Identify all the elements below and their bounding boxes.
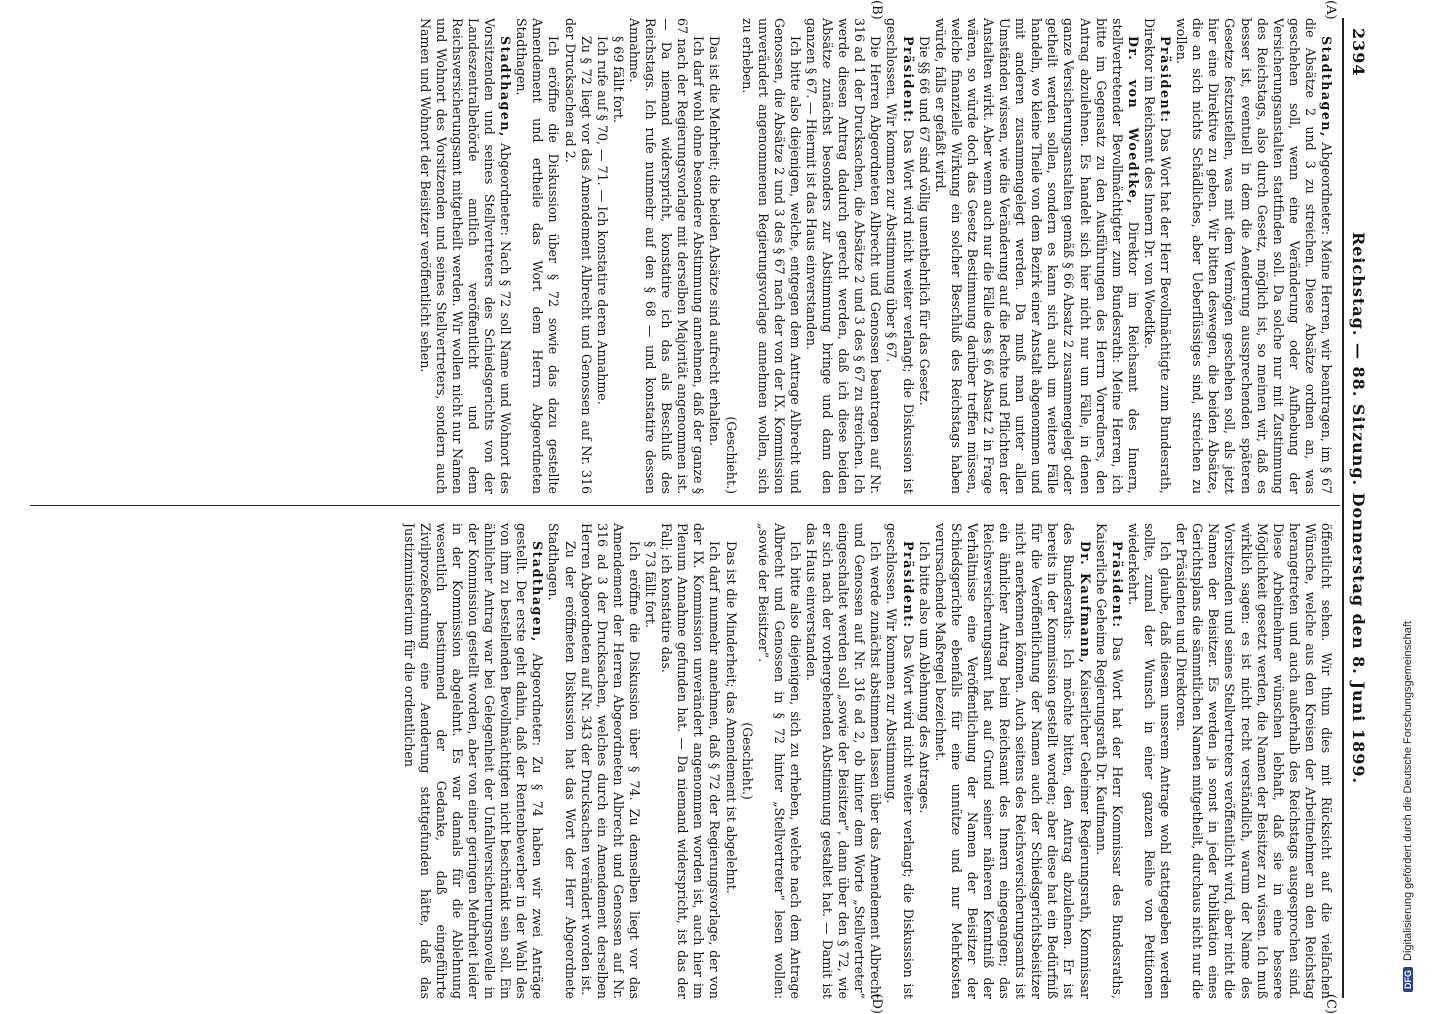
paragraph-text: (Geschieht.) xyxy=(723,416,739,494)
paragraph xyxy=(883,18,915,494)
paragraph-text: Abgeordneter: Zu § 74 haben wir zwei Anträge gestellt. Der erste geht dahin, daß der Rentenbewerber in der Wahl des von ihm zu bestellenden Bevollmächtigten nicht beschränkt sein soll. Ein ähnlicher Antrag war bei Gelegenheit der Unfallversicherungsnovelle in der Kommission gestellt worden, aber von einer geringen Mehrheit leider in der Kommission abgelehnt. Es war damals für die Ablehnung wesentlich bestimmend der Gedanke, daß eingeführte Zivilprozeßordnung eine Aenderung stattgefunden hätte, daß das Justizministerium für die ordentlichen xyxy=(401,523,546,999)
running-title: Reichstag. — 88. Sitzung. Donnerstag den 8. Juni 1899. xyxy=(1349,231,1368,785)
paragraph-text: Zu § 72 liegt vor das Amendement Albrecht und Genossen auf Nr. 316 der Drucksachen ad 2. xyxy=(562,18,594,494)
paragraph-text: (Geschieht.) xyxy=(739,722,755,800)
paragraph xyxy=(1173,18,1334,494)
paragraph xyxy=(739,523,755,999)
paragraph-text: Das ist die Minderheit; das Amendement ist abgelehnt. xyxy=(723,541,739,894)
paragraph-text: Ich bitte also diejenigen, sich zu erheben, welche nach dem Antrage Albrecht und Genossen in § 72 hinter „Stellvertreter“ lesen wollen: „sowie der Beisitzer“. xyxy=(755,523,803,999)
paragraph-text: Ich bitte also um Ablehnung des Antrages. xyxy=(916,541,932,814)
speaker-name: Präsident: xyxy=(900,36,916,124)
speaker-name: Präsident: xyxy=(1158,36,1174,124)
page-number: 2394 xyxy=(1349,28,1368,77)
paragraph-text: Direktor im Reichsamt des Innern, stellvertretender Bevollmächtigter zum Bundesrath: Meine Herren, ich bitte im Gegensatz zu den Ausführungen des Herrn Vorredners, den Antrag abzulehnen. Es handelt sich hier nicht nur um Fälle, in denen ganze Versicherungsanstalten gemäß § 66 Absatz 2 zusammengelegt oder getheilt werden sollen, sondern es kann sich auch um weitere Fälle handeln, wo kleine Theile von dem Bezirk einer Anstalt abgenommen und mit anderen zusammengelegt werden. Da muß man unter allen Umständen wissen, wie die Veränderung auf die Rechte und Pflichten der Anstalten wirkt. Aber wenn auch nur die Fälle des § 66 Absatz 2 in Frage wären, so würde doch das Gesetz Bestimmung darüber treffen müssen, welche finanzielle Wirkung ein solcher Beschluß des Reichstags haben würde, falls er gefaßt wird. xyxy=(932,18,1141,494)
speaker-name: Dr. Kaufmann, xyxy=(1077,541,1093,665)
paragraph-text: Ich darf wohl ohne besondere Abstimmung annehmen, daß der ganze § 67 nach der Regierungsvorlage mit derselben Majorität angenommen ist. — Da niemand widerspricht, konstatire ich das als Beschluß des Reichstags. Ich rufe nunmehr auf den § 68 — und konstatire dessen Annahme. xyxy=(626,18,707,494)
digitization-credit xyxy=(1402,12,1418,992)
paragraph-text: Das Wort wird nicht weiter verlangt; die Diskussion ist geschlossen. Wir kommen zur Abstimmung über § 67. xyxy=(884,18,916,494)
paragraph-text: öffentlicht sehen. Wir thun dies mit Rücksicht auf die vielfachen Wünsche, welche aus den Kreisen der Arbeitnehmer an den Reichstag herangetreten und auch außerhalb des Reichstags ausgesprochen sind. Diese Arbeitnehmer wünschen lebhaft, daß sie in eine bessere Möglichkeit gesetzt werden, die Namen der Beisitzer zu wissen. Ich muß wirklich sagen: es ist nicht recht verständlich, warum der Name des Vorsitzenden und seines Stellvertreters veröffentlicht wird, aber nicht die Namen der Beisitzer. Es werden ja sonst in jeder Publikation eines Gerichtsplans die sämmtlichen Namen mitgetheilt, durchaus nicht nur die der Präsidenten und Direktoren. xyxy=(1174,523,1334,999)
paragraph xyxy=(932,18,1141,494)
paragraph xyxy=(803,18,883,494)
speaker-name: Stadthagen, xyxy=(498,36,514,138)
paragraph-text: Die Herren Abgeordneten Albrecht und Genossen beantragen auf Nr. 316 ad 1 der Drucksachen, die Absätze 2 und 3 des § 67 zu streichen. Ich werde diesen Antrag dadurch gerecht werden, daß ich diese beiden Absätze zunächst besonders zur Abstimmung bringe und dann den ganzen § 67. — Hiermit ist das Haus einverstanden. xyxy=(804,18,884,494)
paragraph xyxy=(932,523,1093,999)
margin-letter-d: (D) xyxy=(869,993,884,1014)
paragraph-text: Abgeordneter: Meine Herren, wir beantragen, im § 67 die Absätze 2 und 3 zu streichen. Diese Absätze ordnen an, was geschehen soll, wenn eine Veränderung oder Aufhebung der Versicherungsanstalten stattfinden soll. Da solche nur mit Zustimmung des Reichstags, also durch Gesetz, möglich ist, so meinen wir, daß es besser ist, eventuell in dem die Aenderung aussprechenden späteren Gesetze festzustellen, was mit dem Vermögen geschehen soll, als jetzt hier eine Direktive zu geben. Wir bitten deswegen, die beiden Absätze, die an sich nichts Schädliches, aber Ueberflüssiges sind, streichen zu wollen. xyxy=(1174,18,1334,494)
paragraph xyxy=(722,523,738,999)
paragraph xyxy=(626,18,706,494)
paragraph xyxy=(883,523,915,999)
speaker-name: Präsident: xyxy=(1109,541,1125,629)
paragraph-text: § 73 fällt fort. xyxy=(643,541,659,628)
paragraph xyxy=(739,18,803,494)
paragraph-text: Kaiserlicher Geheimer Regierungsrath, Kommissar des Bundesraths: Ich möchte bitten, den Antrag abzulehnen. Er ist bereits in der Kommission gestellt worden; aber diese hat ein Bedürfniß für die Veröffentlichung der Namen auch der Schiedsgerichtsbeisitzer nicht anerkennen können. Auch seitens des Reichsversicherungsamts ist ein ähnlicher Antrag beim Reichsamt des Innern eingegangen; das Reichsversicherungsamt hat auf Grund seiner näheren Kenntniß der Verhältnisse eine Veröffentlichung der Namen der Beisitzer der Schiedsgerichte ebenfalls für eine unnütze und nur Mehrkosten verursachende Maßregel bezeichnet. xyxy=(932,523,1093,999)
paragraph xyxy=(513,18,561,494)
paragraph xyxy=(594,18,610,494)
paragraph-text: § 69 fällt fort. xyxy=(610,36,626,123)
header-rule xyxy=(1342,18,1344,998)
paragraph xyxy=(642,523,658,999)
speaker-name: Stadthagen, xyxy=(1319,36,1334,138)
speaker-name: Stadthagen, xyxy=(530,541,546,643)
paragraph xyxy=(706,18,722,494)
column-divider xyxy=(30,505,1340,506)
paragraph-text: Ich bitte also diejenigen, welche, entgegen dem Antrage Albrecht und Genossen, die Absätze 2 und 3 des § 67 nach der von der IX. Kommission unverändert angenommenen Regierungsvorlage annehmen wollen, sich zu erheben. xyxy=(739,18,803,494)
scanned-page xyxy=(4,0,1384,1014)
paragraph xyxy=(916,523,932,999)
paragraph xyxy=(545,523,577,999)
paragraph-text: Ich darf nunmehr annehmen, daß § 72 der Regierungsvorlage, der von der IX. Kommission unverändert angenommen worden ist, auch hier im Plenum Annahme gefunden hat. — Da niemand widerspricht, ist das der Fall; ich konstatire das. xyxy=(659,523,723,999)
paragraph xyxy=(610,18,626,494)
paragraph xyxy=(578,523,642,999)
dfg-logo-icon: DFG xyxy=(1403,967,1413,992)
paragraph xyxy=(755,523,803,999)
speaker-name: Präsident: xyxy=(900,541,916,629)
right-column xyxy=(44,523,1334,999)
paragraph-text: Ich rufe auf § 70, — 71. — Ich konstatire deren Annahme. xyxy=(594,36,610,405)
page-header xyxy=(1340,28,1376,988)
paragraph-text: Die §§ 66 und 67 sind völlig unentbehrlich für das Gesetz. xyxy=(916,36,932,406)
paragraph-text: Das ist die Mehrheit; die beiden Absätze sind aufrecht erhalten. xyxy=(707,36,723,446)
paragraph xyxy=(1125,523,1173,999)
paragraph-text: Das Wort wird nicht weiter verlangt; die Diskussion ist geschlossen. Wir kommen zur Abstimmung. xyxy=(884,523,916,999)
paragraph-text: Abgeordneter: Nach § 72 soll Name und Wohnort des Vorsitzenden und seines Stellvertreters des Schiedsgerichts von der Landeszentralbehörde amtlich veröffentlicht und dem Reichsversicherungsamt mitgetheilt werden. Wir wollen nicht nur Namen und Wohnort des Vorsitzenden und seines Stellvertreters, sondern auch Namen und Wohnort der Beisitzer veröffentlicht sehen. xyxy=(417,18,514,494)
paragraph-text: Ich glaube, daß diesem unserem Antrage wohl stattgegeben werden sollte, zumal der Wunsch in einer ganzen Reihe von Petitionen wiederkehrt. xyxy=(1125,523,1174,999)
margin-letter-a: (A) xyxy=(1323,0,1338,20)
margin-letter-b: (B) xyxy=(869,0,884,20)
paragraph xyxy=(1141,18,1173,494)
paragraph-text: Ich eröffne die Diskussion über § 72 sowie das dazu gestellte Amendement und ertheile das Wort dem Herrn Abgeordneten Stadthagen. xyxy=(514,18,562,494)
paragraph xyxy=(1173,523,1334,999)
left-column xyxy=(44,18,1334,494)
paragraph-text: Das Wort hat der Herr Kommissar des Bundesraths, Kaiserliche Geheime Regierungsrath Dr. Kaufmann. xyxy=(1093,523,1125,999)
margin-letter-c: (C) xyxy=(1323,993,1338,1014)
speaker-name: Dr. von Woedtke, xyxy=(1125,36,1141,206)
paragraph-text: Ich eröffne die Diskussion über § 74. Zu demselben liegt vor das Amendement der Herren Abgeordneten Albrecht und Genossen auf Nr. 316 ad 3 der Drucksachen, welches durch ein Amendement derselben Herren Abgeordneten auf Nr. 343 der Drucksachen verändert worden ist. xyxy=(578,523,642,999)
paragraph xyxy=(916,18,932,494)
paragraph-text: Das Wort hat der Herr Bevollmächtigte zum Bundesrath, Direktor im Reichsamt des Innern Dr. von Woedtke. xyxy=(1141,18,1174,494)
paragraph xyxy=(401,523,546,999)
paragraph xyxy=(1093,523,1125,999)
paragraph xyxy=(722,18,738,494)
paragraph xyxy=(658,523,722,999)
credit-text: Digitalisierung gefördert durch die Deutsche Forschungsgemeinschaft xyxy=(1402,621,1414,961)
paragraph xyxy=(803,523,883,999)
paragraph xyxy=(417,18,514,494)
paragraph-text: Ich werde zunächst abstimmen lassen über das Amendement Albrecht und Genossen auf Nr. 316 ad 2, ob hinter dem Worte „Stellvertreter“ eingeschaltet werden soll „sowie der Beisitzer“, dann über den § 72, wie er sich nach der vorhergehenden Abstimmung gestaltet hat. — Damit ist das Haus einverstanden. xyxy=(804,523,884,999)
paragraph-text: Zu der eröffneten Diskussion hat das Wort der Herr Abgeordnete Stadthagen. xyxy=(546,523,578,999)
paragraph xyxy=(562,18,594,494)
